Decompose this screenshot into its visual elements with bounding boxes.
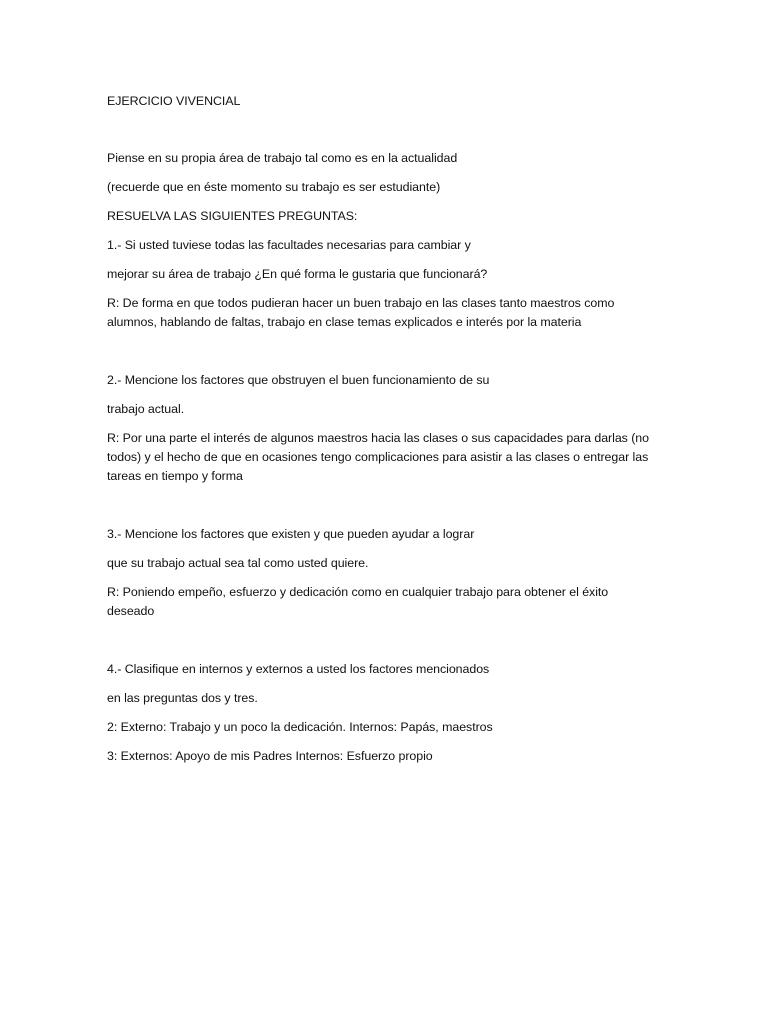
answer-4-line-1: 2: Externo: Trabajo y un poco la dedicación. Internos: Papás, maestros bbox=[107, 720, 493, 734]
question-4-line-2: en las preguntas dos y tres. bbox=[107, 691, 258, 705]
document-title: EJERCICIO VIVENCIAL bbox=[107, 94, 241, 108]
answer-3-line-1: R: Poniendo empeño, esfuerzo y dedicación como en cualquier trabajo para obtener el éxito bbox=[107, 585, 609, 599]
answer-4-line-2: 3: Externos: Apoyo de mis Padres Internos: Esfuerzo propio bbox=[107, 749, 433, 763]
intro-line-1: Piense en su propia área de trabajo tal como es en la actualidad bbox=[107, 151, 458, 165]
question-2-line-2: trabajo actual. bbox=[107, 402, 185, 416]
question-1-line-2: mejorar su área de trabajo ¿En qué forma le gustaria que funcionará? bbox=[107, 267, 488, 281]
question-3-line-1: 3.- Mencione los factores que existen y que pueden ayudar a lograr bbox=[107, 527, 475, 541]
answer-2-line-1: R: Por una parte el interés de algunos maestros hacia las clases o sus capacidades para darlas (no bbox=[107, 431, 649, 445]
question-4-line-1: 4.- Clasifique en internos y externos a usted los factores mencionados bbox=[107, 662, 490, 676]
instructions-heading: RESUELVA LAS SIGUIENTES PREGUNTAS: bbox=[107, 209, 358, 223]
answer-2-line-2: todos) y el hecho de que en ocasiones tengo complicaciones para asistir a las clases o entregar las bbox=[107, 450, 649, 464]
answer-3-line-2: deseado bbox=[107, 604, 155, 618]
intro-line-2: (recuerde que en éste momento su trabajo es ser estudiante) bbox=[107, 180, 441, 194]
answer-1-line-1: R: De forma en que todos pudieran hacer un buen trabajo en las clases tanto maestros como bbox=[107, 296, 615, 310]
question-1-line-1: 1.- Si usted tuviese todas las facultades necesarias para cambiar y bbox=[107, 238, 471, 252]
question-3-line-2: que su trabajo actual sea tal como usted quiere. bbox=[107, 556, 369, 570]
answer-1-line-2: alumnos, hablando de faltas, trabajo en clase temas explicados e interés por la materia bbox=[107, 315, 582, 329]
question-2-line-1: 2.- Mencione los factores que obstruyen el buen funcionamiento de su bbox=[107, 373, 490, 387]
answer-2-line-3: tareas en tiempo y forma bbox=[107, 469, 243, 483]
